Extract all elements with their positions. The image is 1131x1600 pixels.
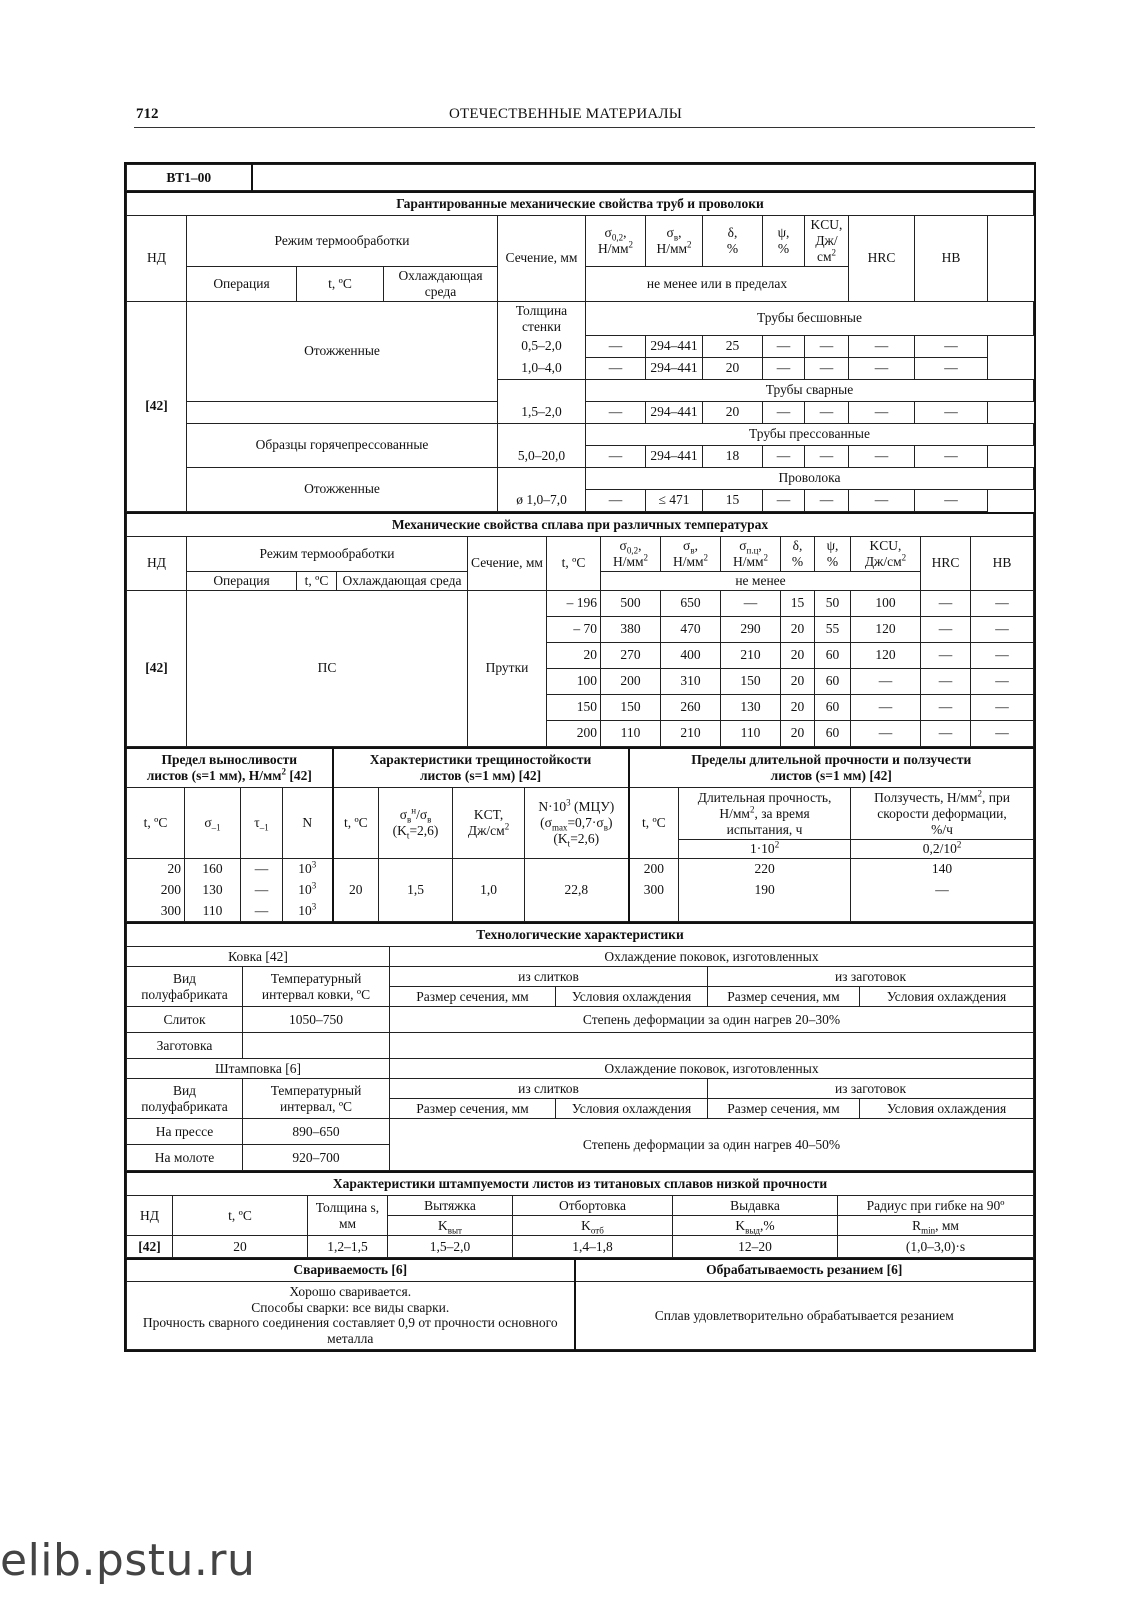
col-delta: δ, %: [781, 536, 815, 571]
cell: —: [763, 401, 805, 423]
row-section: 5,0–20,0: [498, 445, 586, 467]
header-rule: [134, 127, 1035, 128]
hammer-range: 920–700: [243, 1145, 390, 1171]
col-section-size: Размер сечения, мм: [390, 987, 556, 1007]
ingot-label: Слиток: [127, 1007, 243, 1033]
weld-title: Свариваемость [6]: [127, 1259, 575, 1281]
col-semi-product: Вид полуфабриката: [127, 1079, 243, 1119]
cell: —: [805, 445, 849, 467]
col-mcu: $N\cdot 10^3$ (МЦУ) $(\sigma_{max}=0,7\cdot\sigma_в)$ $(K_t=2,6)$: [525, 788, 629, 859]
cell: —: [805, 401, 849, 423]
cell: 1,4–1,8: [513, 1236, 673, 1258]
cell: 15: [703, 489, 763, 511]
group-seamless: Трубы бесшовные: [586, 301, 1034, 335]
cell: 130: [185, 880, 241, 901]
crack-title: Характеристики трещиностойкости листов (s=1 мм) [42]: [333, 748, 629, 788]
blank: [187, 401, 498, 423]
stampability-table: [126, 1171, 1034, 1258]
cell: 200: [601, 668, 661, 694]
cell: 20: [127, 859, 185, 880]
cell: 12–20: [673, 1236, 838, 1258]
cell: —: [586, 489, 646, 511]
cell: —: [915, 445, 988, 467]
press-range: 890–650: [243, 1119, 390, 1145]
cell: $10^3$: [283, 880, 333, 901]
cell: 160: [185, 859, 241, 880]
cell: 130: [721, 694, 781, 720]
op-hot-pressed: Образцы горячепрессованные: [187, 423, 498, 467]
cell: 120: [851, 642, 921, 668]
blank: [498, 467, 586, 489]
cell: 1,5–2,0: [388, 1236, 513, 1258]
col-thickness: Толщина s, мм: [308, 1196, 388, 1236]
from-ingots: из слитков: [390, 967, 708, 987]
cell: —: [241, 859, 283, 880]
r-min: $R_{min}$, мм: [838, 1216, 1034, 1236]
cell: 400: [661, 642, 721, 668]
group-pressed: Трубы прессованные: [586, 423, 1034, 445]
col-sigma-m1: $\sigma_{-1}$: [185, 788, 241, 859]
cell: —: [971, 668, 1034, 694]
wall-label: Толщина стенки: [498, 301, 586, 335]
cell: —: [971, 616, 1034, 642]
cell: —: [915, 335, 988, 357]
cell: 294–441: [646, 401, 703, 423]
cell: —: [586, 445, 646, 467]
cell: 60: [815, 668, 851, 694]
cell: 294–441: [646, 445, 703, 467]
col-hrc: HRC: [849, 216, 915, 302]
col-t: t, ºС: [173, 1196, 308, 1236]
group-welded: Трубы сварные: [586, 379, 1034, 401]
col-t: t, ºС: [333, 788, 379, 859]
col-operation: Операция: [187, 571, 297, 590]
col-hb: HB: [971, 536, 1034, 590]
col-cooling-cond: Условия охлаждения: [860, 1099, 1034, 1119]
cell: 150: [547, 694, 601, 720]
cell: 190: [679, 880, 851, 901]
billet-label: Заготовка: [127, 1033, 243, 1059]
limits-note: не менее: [601, 571, 921, 590]
endurance-crack-creep-table: [126, 747, 1034, 922]
col-section-size: Размер сечения, мм: [390, 1099, 556, 1119]
cell: 60: [815, 720, 851, 746]
cell: 650: [661, 590, 721, 616]
weld-line: Хорошо сваривается.: [289, 1283, 412, 1299]
cell: 20: [333, 859, 379, 922]
blank: [679, 901, 851, 922]
col-s02: $\sigma_{0,2}$, $Н/мм^2$: [601, 536, 661, 571]
cell: 470: [661, 616, 721, 642]
cell: —: [586, 401, 646, 423]
cell: 260: [661, 694, 721, 720]
op-annealed: Отожженные: [187, 301, 498, 401]
cell: —: [921, 694, 971, 720]
cell: 60: [815, 694, 851, 720]
cell: —: [849, 357, 915, 379]
cell: 150: [601, 694, 661, 720]
col-hb: HB: [915, 216, 988, 302]
col-n: N: [283, 788, 333, 859]
cell: —: [586, 357, 646, 379]
col-draw: Вытяжка: [388, 1196, 513, 1216]
endurance-title: Предел выносливости листов (s=1 мм), $Н/мм^2$ [42]: [127, 748, 333, 788]
cell: —: [763, 335, 805, 357]
grade-name: ВТ1–00: [127, 165, 252, 191]
section-title: Технологические характеристики: [127, 923, 1034, 947]
weld-line: Способы сварки: все виды сварки.: [251, 1299, 450, 1315]
col-regime: Режим термообработки: [187, 216, 498, 267]
ingot-range: 1050–750: [243, 1007, 390, 1033]
cell: 150: [721, 668, 781, 694]
cell: —: [763, 357, 805, 379]
cell: —: [849, 489, 915, 511]
col-stamp-range: Температурный интервал, ºС: [243, 1079, 390, 1119]
cell: 100: [547, 668, 601, 694]
cell: 120: [851, 616, 921, 642]
col-ratio: $\sigma_в^н/\sigma_в$ $(K_t=2,6)$: [379, 788, 453, 859]
deformation-1: Степень деформации за один нагрев 20–30%: [390, 1007, 1034, 1033]
col-flange: Отбортовка: [513, 1196, 673, 1216]
col-kct: KCT, $Дж/см^2$: [453, 788, 525, 859]
section-title: Гарантированные механические свойства труб и проволоки: [127, 192, 1034, 216]
section-title: Характеристики штампуемости листов из титановых сплавов низкой прочности: [127, 1172, 1034, 1196]
row-section: ø 1,0–7,0: [498, 489, 586, 511]
cell: —: [241, 901, 283, 922]
col-psi: ψ, %: [763, 216, 805, 267]
col-long-sub: $1\cdot 10^2$: [679, 840, 851, 859]
section-bars: Прутки: [468, 590, 547, 746]
cell: —: [586, 335, 646, 357]
cell: —: [805, 489, 849, 511]
cell: 200: [127, 880, 185, 901]
cell: —: [851, 720, 921, 746]
cell: —: [915, 489, 988, 511]
grade-header: [126, 164, 1034, 191]
section-title: Механические свойства сплава при различных температурах: [127, 513, 1034, 537]
hammer-label: На молоте: [127, 1145, 243, 1171]
cell: 310: [661, 668, 721, 694]
col-kcu: KCU, $Дж/см^2$: [805, 216, 849, 267]
col-cooling-cond: Условия охлаждения: [556, 987, 708, 1007]
col-test-t: t, ºС: [547, 536, 601, 590]
blank: [851, 901, 1034, 922]
page-number: 712: [136, 106, 159, 122]
press-label: На прессе: [127, 1119, 243, 1145]
cell: —: [921, 720, 971, 746]
cell: – 70: [547, 616, 601, 642]
cell: 20: [173, 1236, 308, 1258]
cell: 20: [781, 642, 815, 668]
cell: 1,2–1,5: [308, 1236, 388, 1258]
op-ps: ПС: [187, 590, 468, 746]
cell: —: [921, 642, 971, 668]
cooling-title: Охлаждение поковок, изготовленных: [390, 1059, 1034, 1079]
blank: [390, 1033, 1034, 1059]
cell: [42]: [127, 1236, 173, 1258]
col-t: t, ºС: [297, 571, 337, 590]
col-sv: $\sigma_в$, $Н/мм^2$: [661, 536, 721, 571]
col-regime: Режим термообработки: [187, 536, 468, 571]
col-section: Сечение, мм: [468, 536, 547, 590]
deformation-2: Степень деформации за один нагрев 40–50%: [390, 1119, 1034, 1171]
cell: 20: [781, 694, 815, 720]
cell: —: [849, 445, 915, 467]
cell: —: [763, 445, 805, 467]
cell: 22,8: [525, 859, 629, 922]
running-title: ОТЕЧЕСТВЕННЫЕ МАТЕРИАЛЫ: [448, 106, 683, 122]
cell: —: [915, 401, 988, 423]
col-t: t, ºС: [297, 266, 384, 301]
col-nd: НД: [127, 1196, 173, 1236]
temperature-properties-table: [126, 512, 1034, 747]
col-section: Сечение, мм: [498, 216, 586, 302]
forging-label: Ковка [42]: [127, 947, 390, 967]
col-sv: $\sigma_в$, $Н/мм^2$: [646, 216, 703, 267]
cell: —: [971, 694, 1034, 720]
col-t: t, ºС: [629, 788, 679, 859]
cell: —: [971, 642, 1034, 668]
cell: —: [851, 880, 1034, 901]
cell: 110: [185, 901, 241, 922]
ref-nd: [42]: [127, 590, 187, 746]
cell: 20: [547, 642, 601, 668]
k-flange: $K_{отб}$: [513, 1216, 673, 1236]
cell: 60: [815, 642, 851, 668]
weld-line: Прочность сварного соединения составляет 0,9 от прочности основного металла: [142, 1315, 558, 1347]
blank: [498, 379, 586, 401]
col-forging-range: Температурный интервал ковки, ºС: [243, 967, 390, 1007]
cell: 20: [781, 668, 815, 694]
col-cooling: Охлаждающая среда: [384, 266, 498, 301]
cell: —: [921, 590, 971, 616]
cell: 300: [629, 880, 679, 901]
col-cooling-cond: Условия охлаждения: [556, 1099, 708, 1119]
cell: 210: [661, 720, 721, 746]
col-radius: Радиус при гибке на 90º: [838, 1196, 1034, 1216]
cell: – 196: [547, 590, 601, 616]
cell: —: [721, 590, 781, 616]
tubes-wire-properties-table: [126, 191, 1034, 512]
col-cooling: Охлаждающая среда: [337, 571, 468, 590]
group-wire: Проволока: [586, 467, 1034, 489]
cell: 1,0: [453, 859, 525, 922]
cell: 100: [851, 590, 921, 616]
cooling-title: Охлаждение поковок, изготовленных: [390, 947, 1034, 967]
cell: ≤ 471: [646, 489, 703, 511]
blank: [243, 1033, 390, 1059]
col-psi: ψ, %: [815, 536, 851, 571]
cell: 210: [721, 642, 781, 668]
col-section-size: Размер сечения, мм: [708, 987, 860, 1007]
cell: —: [849, 335, 915, 357]
watermark: elib.pstu.ru: [0, 1535, 256, 1586]
cell: 20: [781, 720, 815, 746]
cell: —: [851, 668, 921, 694]
cell: 200: [629, 859, 679, 880]
technological-table: [126, 922, 1034, 1171]
limits-note: не менее или в пределах: [586, 266, 849, 301]
col-semi-product: Вид полуфабриката: [127, 967, 243, 1007]
cell: 300: [127, 901, 185, 922]
cell: (1,0–3,0)·s: [838, 1236, 1034, 1258]
grade-blank: [252, 165, 1035, 191]
cell: 200: [547, 720, 601, 746]
cell: 270: [601, 642, 661, 668]
col-s02: $\sigma_{0,2}$, $Н/мм^2$: [586, 216, 646, 267]
cell: 20: [703, 357, 763, 379]
cell: —: [971, 590, 1034, 616]
cell: $10^3$: [283, 901, 333, 922]
cell: —: [921, 668, 971, 694]
col-delta: δ, %: [703, 216, 763, 267]
col-long-strength: Длительная прочность, $Н/мм^2$, за время испытания, ч: [679, 788, 851, 840]
col-nd: НД: [127, 536, 187, 590]
cell: 20: [703, 401, 763, 423]
cell: 1,5: [379, 859, 453, 922]
col-t: t, ºС: [127, 788, 185, 859]
cell: $10^3$: [283, 859, 333, 880]
col-tau-m1: $\tau_{-1}$: [241, 788, 283, 859]
cell: 20: [781, 616, 815, 642]
row-section: 1,5–2,0: [498, 401, 586, 423]
cell: —: [805, 357, 849, 379]
creep-title: Пределы длительной прочности и ползучести листов (s=1 мм) [42]: [629, 748, 1034, 788]
from-ingots: из слитков: [390, 1079, 708, 1099]
cell: 290: [721, 616, 781, 642]
col-kcu: KCU, $Дж/см^2$: [851, 536, 921, 571]
op-annealed-wire: Отожженные: [187, 467, 498, 511]
weldability-machinability-table: [126, 1258, 1034, 1350]
cell: —: [921, 616, 971, 642]
k-emboss: $K_{выд},\%$: [673, 1216, 838, 1236]
blank: [629, 901, 679, 922]
stamping-label: Штамповка [6]: [127, 1059, 390, 1079]
col-creep-sub: $0,2/10^2$: [851, 840, 1034, 859]
cell: —: [851, 694, 921, 720]
cell: —: [763, 489, 805, 511]
cell: 15: [781, 590, 815, 616]
col-nd: НД: [127, 216, 187, 302]
cell: 110: [721, 720, 781, 746]
cut-title: Обрабатываемость резанием [6]: [575, 1259, 1034, 1281]
cell: 18: [703, 445, 763, 467]
cell: —: [241, 880, 283, 901]
blank: [498, 423, 586, 445]
col-section-size: Размер сечения, мм: [708, 1099, 860, 1119]
cell: —: [971, 720, 1034, 746]
k-draw: $K_{выт}$: [388, 1216, 513, 1236]
cell: 294–441: [646, 357, 703, 379]
cell: 500: [601, 590, 661, 616]
cell: 55: [815, 616, 851, 642]
weld-text: [127, 1281, 575, 1350]
cell: 220: [679, 859, 851, 880]
col-cooling-cond: Условия охлаждения: [860, 987, 1034, 1007]
cell: 140: [851, 859, 1034, 880]
material-card: [124, 162, 1036, 1352]
col-hrc: HRC: [921, 536, 971, 590]
row-section: 0,5–2,0: [498, 335, 586, 357]
col-spc: $\sigma_{п.ц}$, $Н/мм^2$: [721, 536, 781, 571]
from-billets: из заготовок: [708, 1079, 1034, 1099]
cell: —: [849, 401, 915, 423]
cell: 380: [601, 616, 661, 642]
col-operation: Операция: [187, 266, 297, 301]
cut-text: Сплав удовлетворительно обрабатывается резанием: [575, 1281, 1034, 1350]
row-section: 1,0–4,0: [498, 357, 586, 379]
cell: 294–441: [646, 335, 703, 357]
cell: —: [915, 357, 988, 379]
cell: 110: [601, 720, 661, 746]
col-emboss: Выдавка: [673, 1196, 838, 1216]
ref-nd: [42]: [127, 301, 187, 511]
col-creep: Ползучесть, $Н/мм^2$, при скорости деформации, %/ч: [851, 788, 1034, 840]
cell: 25: [703, 335, 763, 357]
cell: —: [805, 335, 849, 357]
from-billets: из заготовок: [708, 967, 1034, 987]
cell: 50: [815, 590, 851, 616]
